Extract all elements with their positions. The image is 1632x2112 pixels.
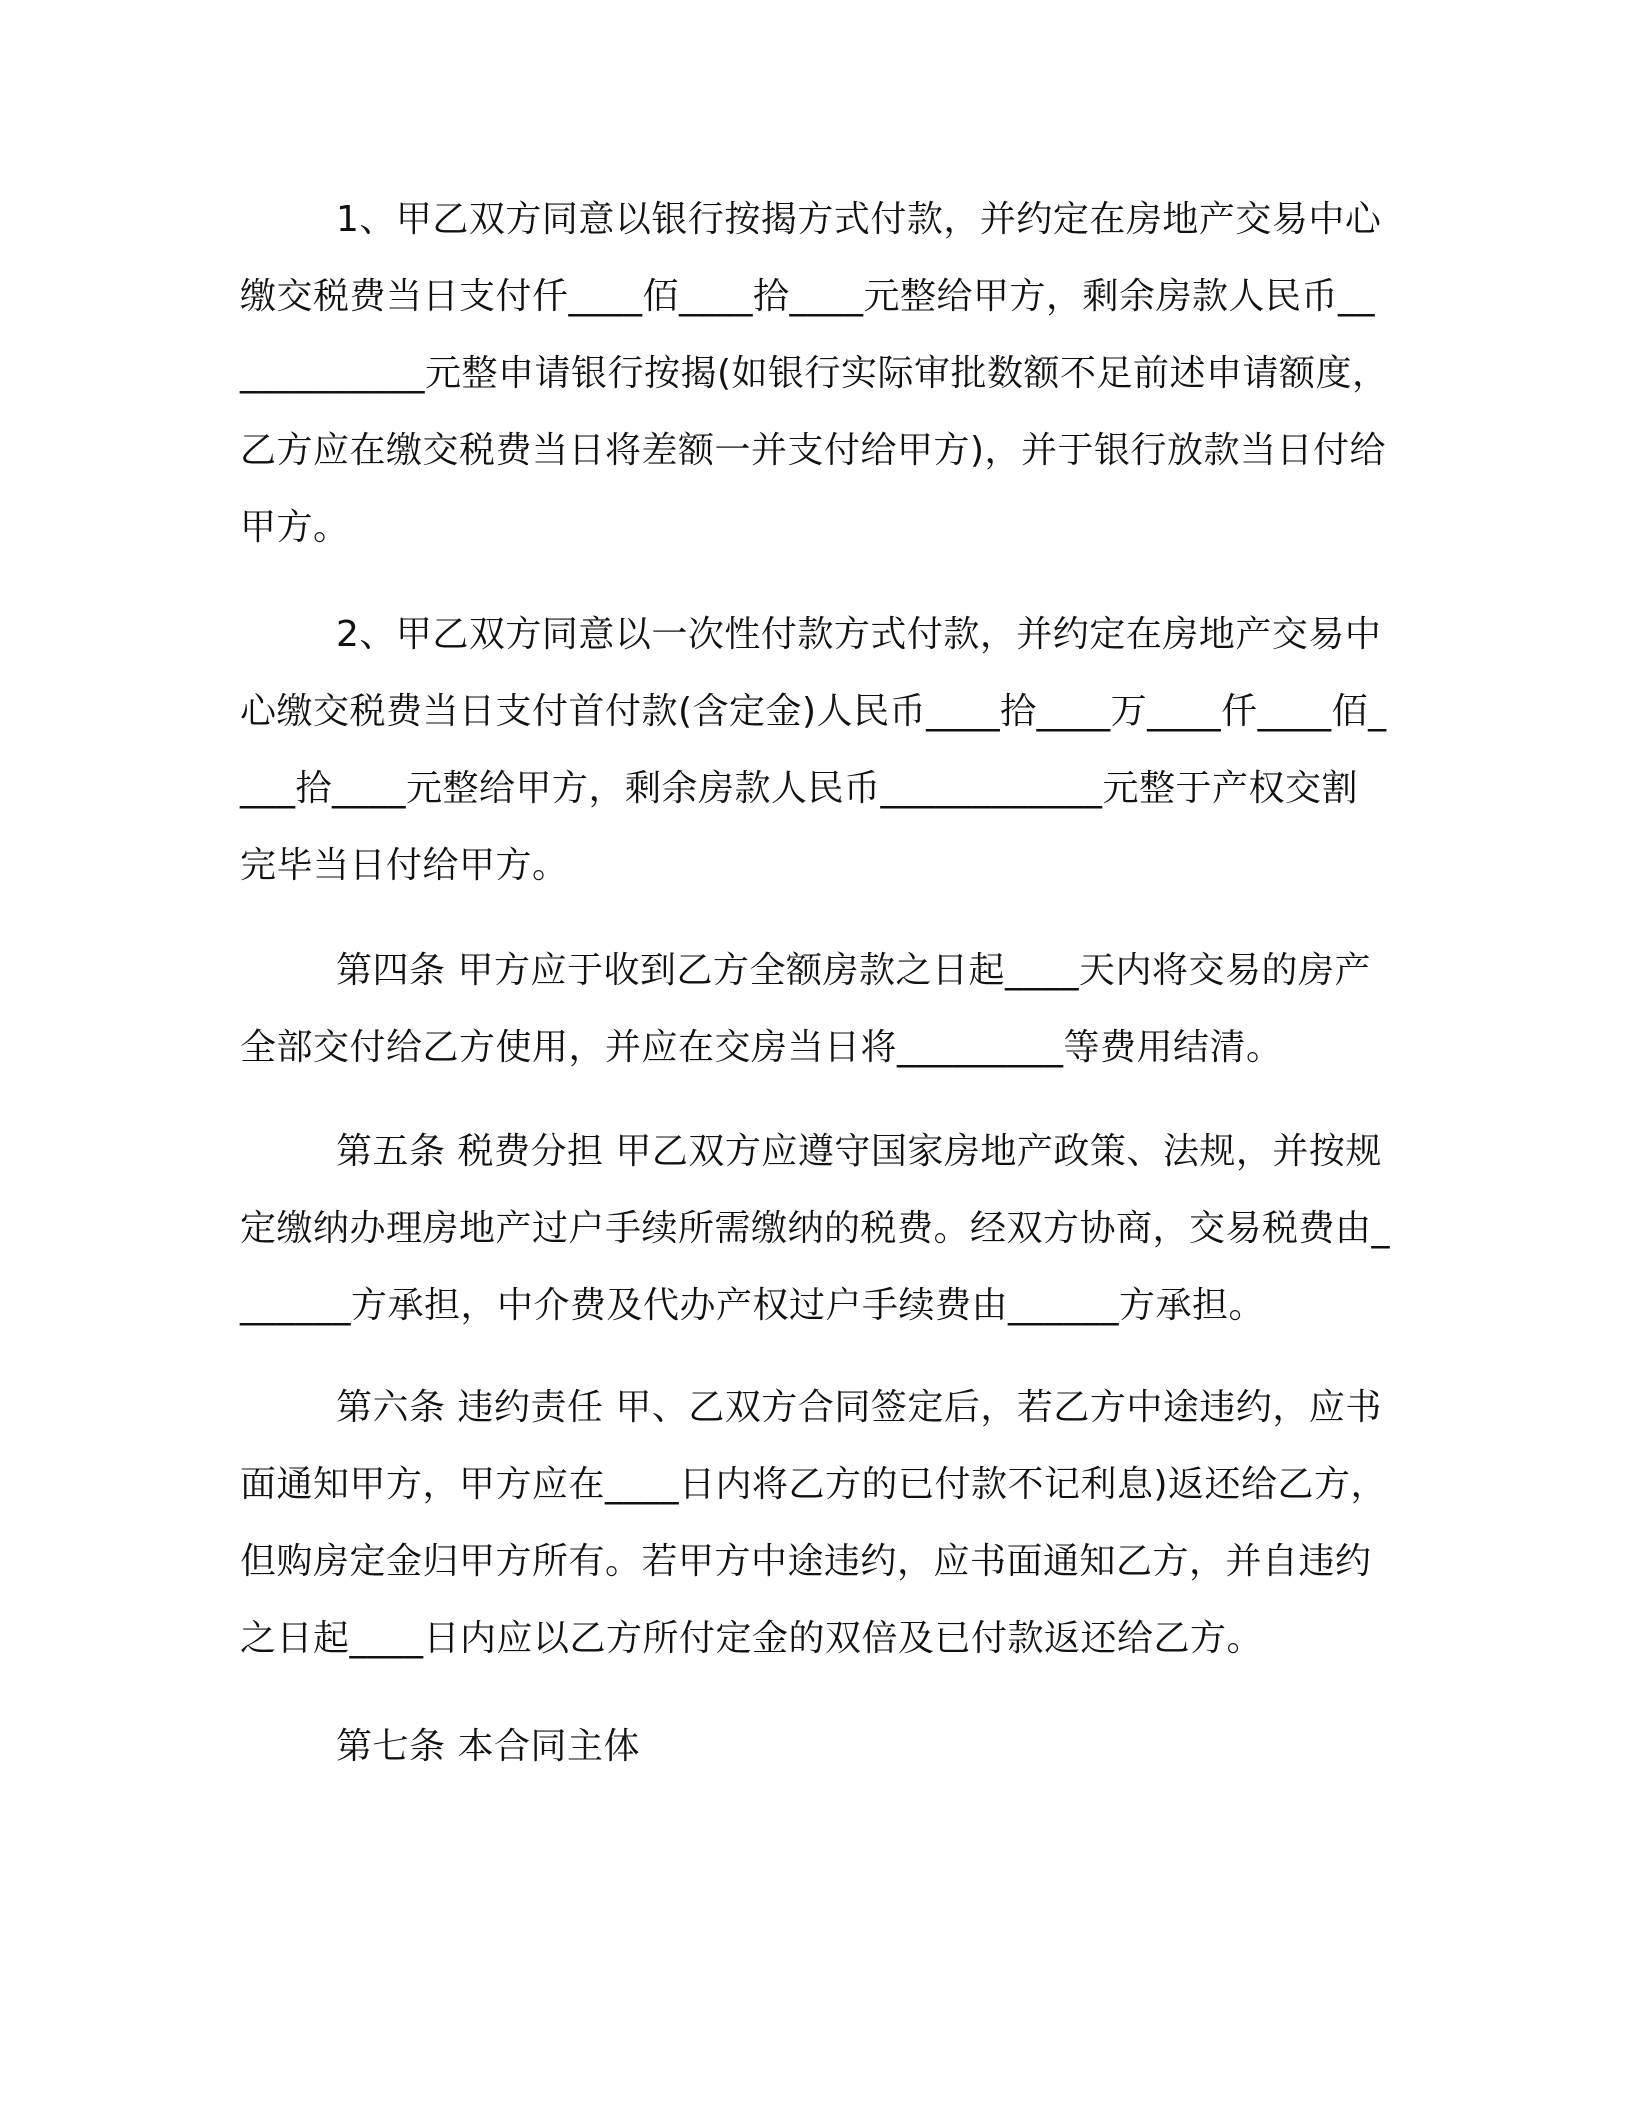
paragraph-article-7-parties: 第七条 本合同主体 <box>336 1726 640 1767</box>
paragraph-article-5-taxes: 第五条 税费分担 甲乙双方应遵守国家房地产政策、法规，并按规定缴纳办理房地产过户手续所需缴纳的税费。经双方协商，交易税费由_______方承担，中介费及代办产权过户手续费由______方承担。 <box>240 1131 1391 1326</box>
paragraph-bank-mortgage-payment: 1、甲乙双方同意以银行按揭方式付款，并约定在房地产交易中心缴交税费当日支付仟____佰____拾____元整给甲方，剩余房款人民币____________元整申请银行按揭(如银行实际审批数额不足前述申请额度，乙方应在缴交税费当日将差额一并支付给甲方)，并于银行放款当日付给甲方。 <box>240 199 1389 548</box>
paragraph-article-6-breach: 第六条 违约责任 甲、乙双方合同签定后，若乙方中途违约，应书面通知甲方，甲方应在____日内将乙方的已付款不记利息)返还给乙方，但购房定金归甲方所有。若甲方中途违约，应书面通知乙方，并自违约之日起____日内应以乙方所付定金的双倍及已付款返还给乙方。 <box>240 1387 1388 1659</box>
paragraph-lump-sum-payment: 2、甲乙双方同意以一次性付款方式付款，并约定在房地产交易中心缴交税费当日支付首付款(含定金)人民币____拾____万____仟____佰____拾____元整给甲方，剩余房款人民币____________元整于产权交割完毕当日付给甲方。 <box>240 614 1387 886</box>
paragraph-article-4-handover: 第四条 甲方应于收到乙方全额房款之日起____天内将交易的房产全部交付给乙方使用，并应在交房当日将_________等费用结清。 <box>240 950 1371 1068</box>
